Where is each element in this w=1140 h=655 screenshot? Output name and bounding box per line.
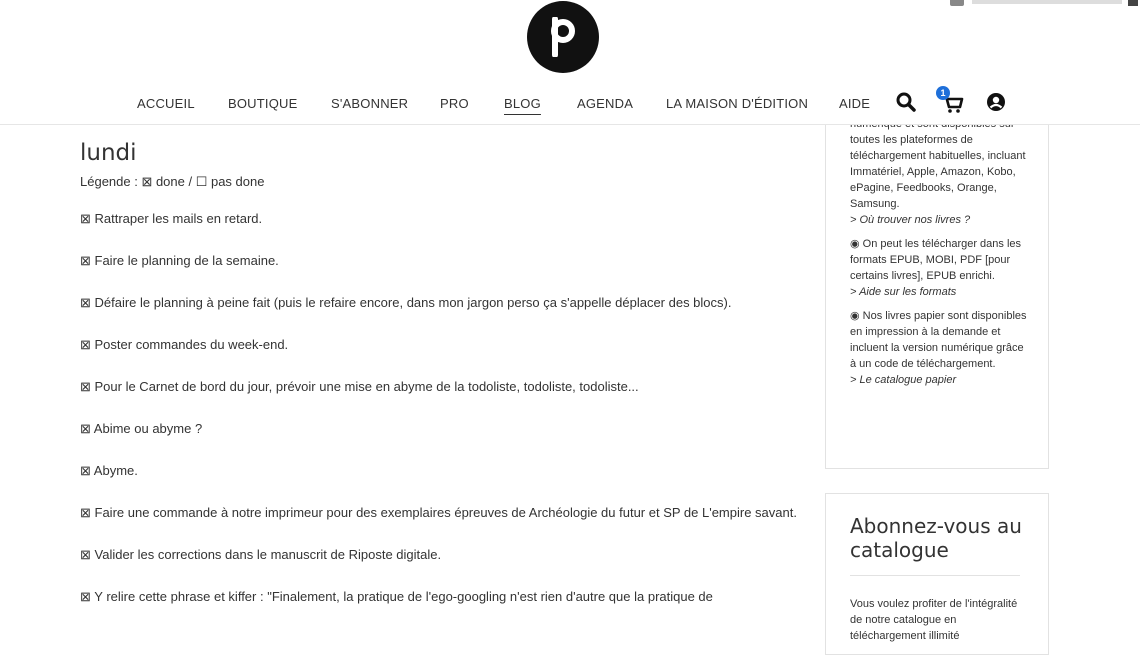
top-bar-partial: [940, 0, 1140, 8]
subscribe-text: Vous voulez profiter de l'intégralité de notre catalogue en téléchargement illimité: [850, 598, 1018, 642]
nav-boutique[interactable]: BOUTIQUE: [228, 96, 298, 111]
todo-item: ⊠ Défaire le planning à peine fait (puis le refaire encore, dans mon jargon perso ça s'appelle déplacer des blocs).: [80, 295, 732, 310]
nav-agenda[interactable]: AGENDA: [577, 96, 634, 111]
sidebar-p2: ◉ On peut les télécharger dans les formats EPUB, MOBI, PDF [pour certains livres], EPUB enrichi.: [850, 238, 1022, 282]
nav-sabonner[interactable]: S'ABONNER: [331, 96, 409, 111]
todo-item: ⊠ Rattraper les mails en retard.: [80, 211, 263, 226]
site-header: [0, 0, 1140, 125]
top-bar-text-cropped: [972, 0, 1122, 4]
search-icon[interactable]: [896, 92, 916, 117]
todo-item: ⊠ Pour le Carnet de bord du jour, prévoir une mise en abyme de la todoliste, todoliste, todoliste...: [80, 379, 639, 394]
subscribe-title: Abonnez-vous au catalogue: [850, 514, 1022, 562]
todo-item: ⊠ Faire le planning de la semaine.: [80, 253, 279, 268]
paper-catalogue-link[interactable]: > Le catalogue papier: [850, 374, 957, 386]
sidebar-p1: toutes les plateformes de téléchargement habituelles, incluant Immatériel, Apple, Amazon, Kobo, ePagine, Feedbooks, Orange, Samsung.: [850, 134, 1026, 210]
nav-la-maison-dedition[interactable]: LA MAISON D'ÉDITION: [666, 96, 809, 111]
todo-item: ⊠ Y relire cette phrase et kiffer : "Finalement, la pratique de l'ego-googling n'est rien d'autre que la pratique de: [80, 589, 713, 604]
cart-count-badge: 1: [936, 86, 950, 100]
todo-item: ⊠ Faire une commande à notre imprimeur pour des exemplaires épreuves de Archéologie du futur et SP de L'empire savant.: [80, 505, 797, 520]
post-title: lundi: [80, 140, 137, 166]
nav-accueil[interactable]: ACCUEIL: [137, 96, 195, 111]
top-bar-icon-right: [1128, 0, 1138, 6]
divider: [850, 575, 1020, 576]
account-icon[interactable]: [986, 92, 1006, 117]
sidebar-p3: ◉ Nos livres papier sont disponibles en impression à la demande et incluent la version numérique grâce à un code de téléchargement.: [850, 310, 1027, 370]
main-nav: [0, 88, 1140, 118]
nav-blog[interactable]: BLOG: [504, 96, 541, 111]
sidebar-info-text: [850, 116, 1030, 396]
todo-item: ⊠ Poster commandes du week-end.: [80, 337, 289, 352]
where-to-find-link[interactable]: > Où trouver nos livres ?: [850, 214, 971, 226]
nav-aide[interactable]: AIDE: [839, 96, 871, 111]
logo-p-icon[interactable]: [527, 1, 599, 73]
blog-post: [80, 126, 800, 628]
todo-item: ⊠ Abime ou abyme ?: [80, 421, 203, 436]
legend: Légende : ⊠ done / ☐ pas done: [80, 174, 265, 189]
formats-help-link[interactable]: > Aide sur les formats: [850, 286, 957, 298]
top-bar-icon: [950, 0, 964, 6]
todo-item: ⊠ Valider les corrections dans le manuscrit de Riposte digitale.: [80, 547, 442, 562]
nav-pro[interactable]: PRO: [440, 96, 469, 111]
todo-item: ⊠ Abyme.: [80, 463, 138, 478]
